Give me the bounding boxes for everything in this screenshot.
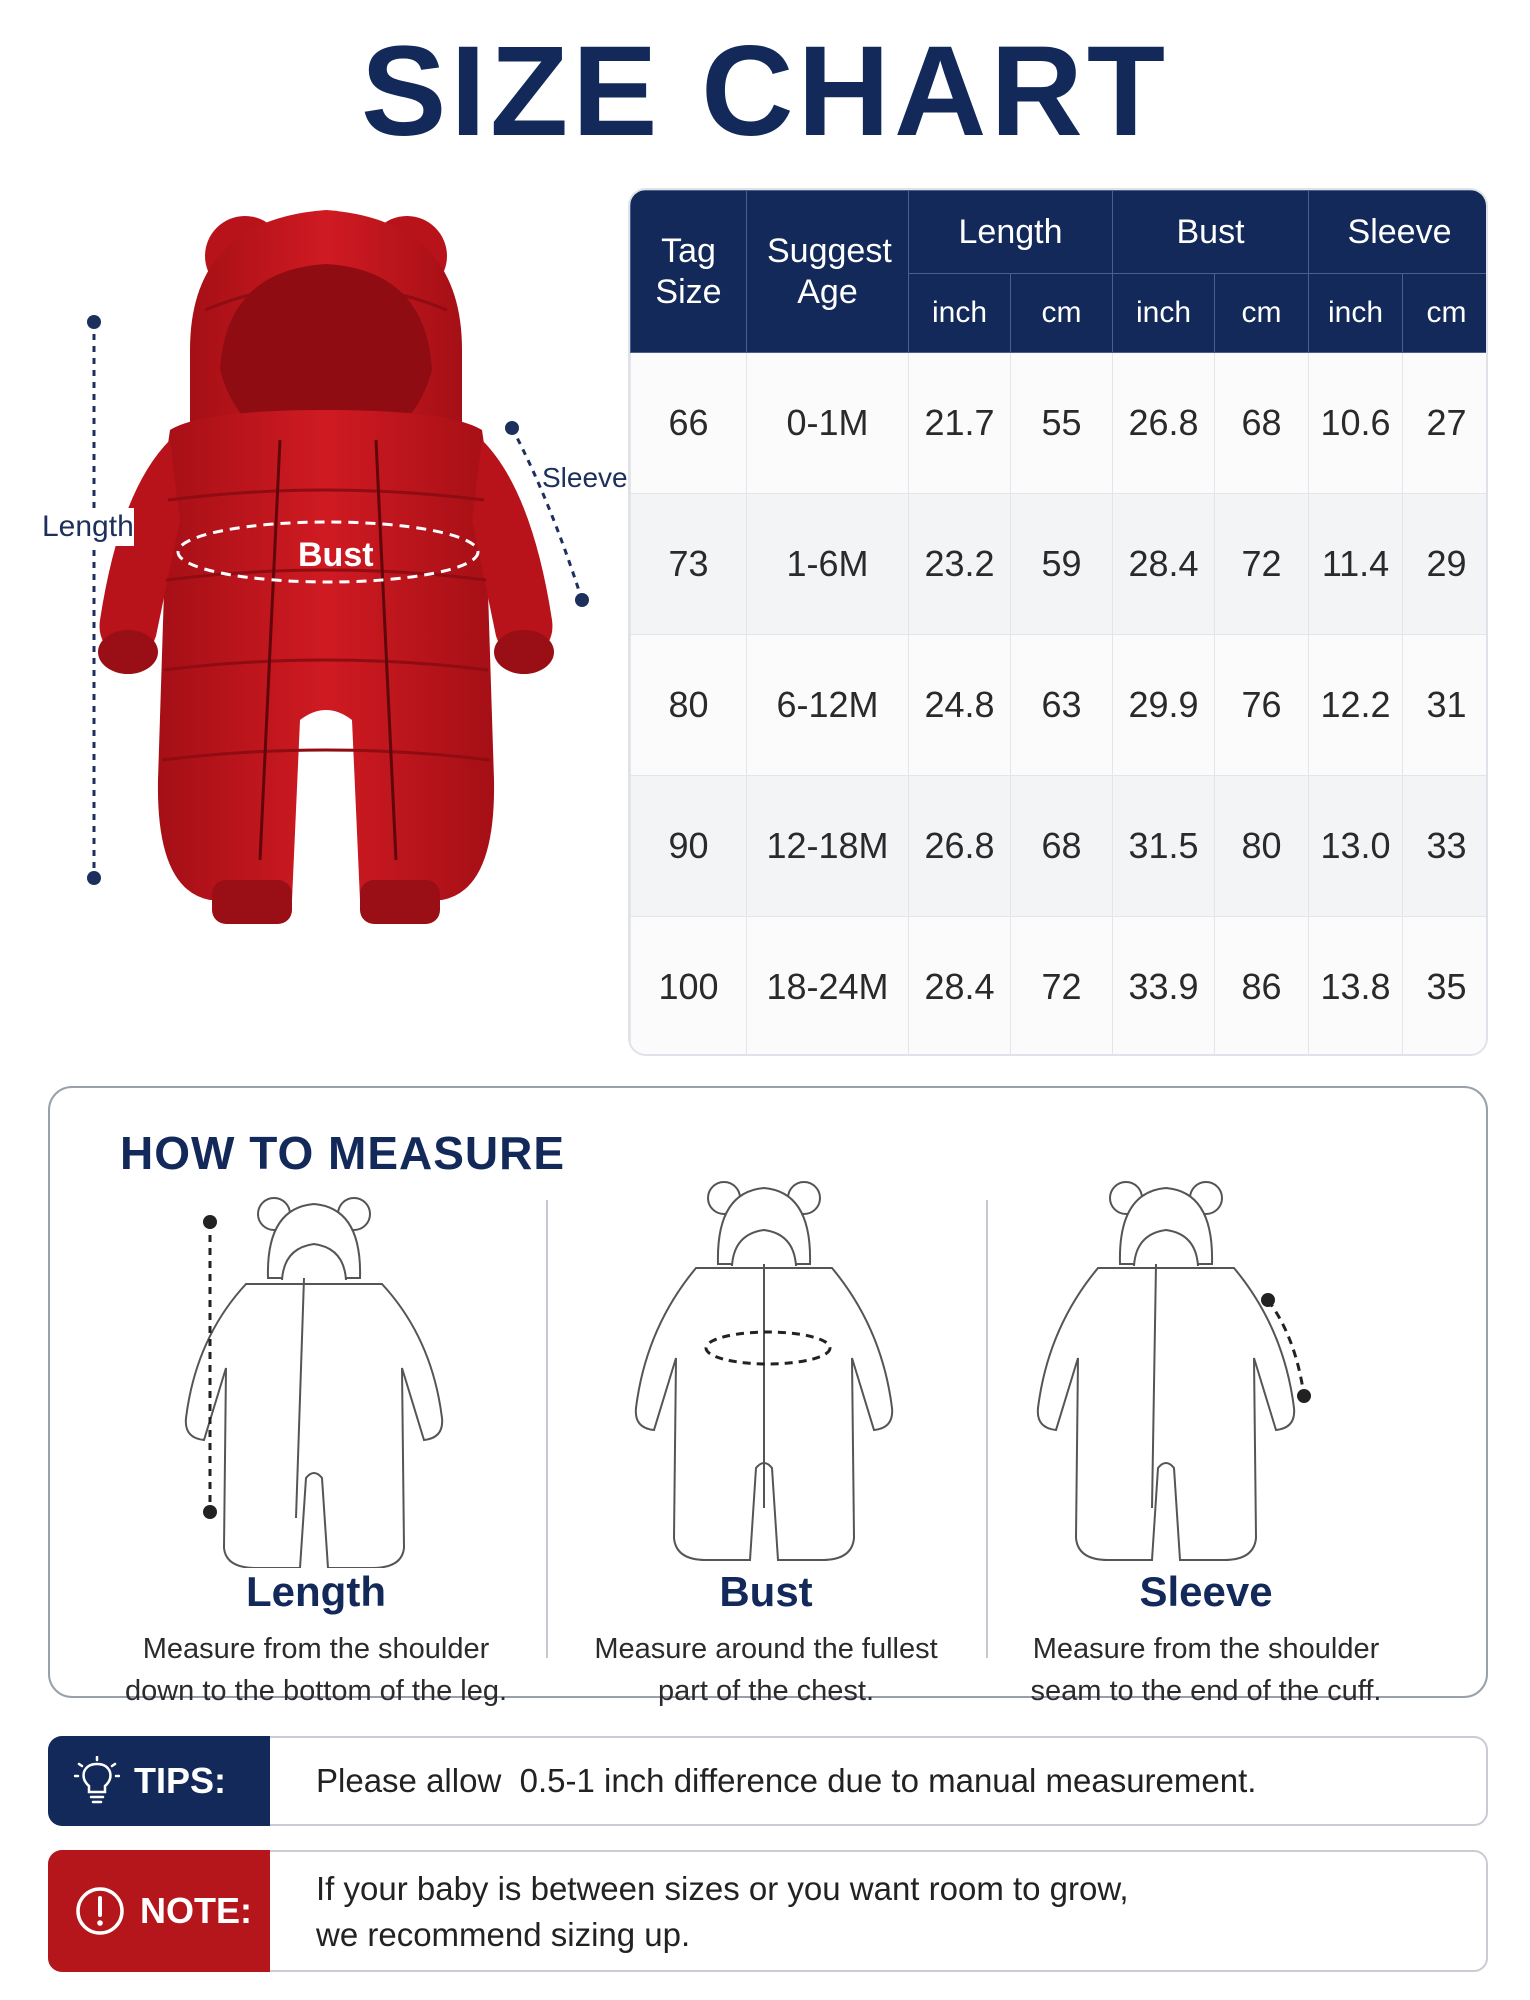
header-length: Length xyxy=(909,191,1113,274)
measure-sleeve xyxy=(986,1168,1426,1707)
jumpsuit-length-outline-icon xyxy=(96,1168,536,1568)
hero-illustration xyxy=(30,200,630,960)
cell-sleeve-inch: 10.6 xyxy=(1309,353,1403,494)
cell-sleeve-cm: 31 xyxy=(1403,635,1488,776)
cell-length-cm: 68 xyxy=(1011,776,1113,917)
header-tag-size: Tag Size xyxy=(631,191,747,353)
cell-sleeve-inch: 12.2 xyxy=(1309,635,1403,776)
header-bust: Bust xyxy=(1113,191,1309,274)
note-text-line1: If your baby is between sizes or you want room to grow, xyxy=(316,1870,1129,1907)
cell-length-inch: 21.7 xyxy=(909,353,1011,494)
note-text-line2: we recommend sizing up. xyxy=(316,1916,691,1953)
cell-tag-size: 73 xyxy=(631,494,747,635)
cell-length-cm: 55 xyxy=(1011,353,1113,494)
cell-length-inch: 23.2 xyxy=(909,494,1011,635)
note-tag xyxy=(48,1850,270,1972)
how-to-measure-section xyxy=(48,1086,1488,1707)
header-sleeve: Sleeve xyxy=(1309,191,1488,274)
table-row xyxy=(631,635,1489,776)
cell-length-cm: 72 xyxy=(1011,917,1113,1057)
cell-bust-inch: 26.8 xyxy=(1113,353,1215,494)
exclamation-circle-icon xyxy=(74,1885,126,1937)
cell-bust-cm: 72 xyxy=(1215,494,1309,635)
cell-age: 6-12M xyxy=(747,635,909,776)
cell-tag-size: 100 xyxy=(631,917,747,1057)
header-bust-cm: cm xyxy=(1215,274,1309,353)
header-bust-inch: inch xyxy=(1113,274,1215,353)
measure-bust-title: Bust xyxy=(719,1568,813,1615)
measure-length xyxy=(96,1168,536,1707)
size-table xyxy=(628,188,1488,1056)
tips-text: Please allow 0.5-1 inch difference due to manual measurement. xyxy=(316,1762,1257,1799)
table-row xyxy=(631,353,1489,494)
cell-bust-inch: 28.4 xyxy=(1113,494,1215,635)
header-suggest-age: Suggest Age xyxy=(747,191,909,353)
red-jumpsuit-image xyxy=(30,200,630,960)
jumpsuit-sleeve-outline-icon xyxy=(986,1168,1426,1568)
measure-bust-desc: Measure around the fullest part of the chest. xyxy=(594,1633,938,1707)
hero-bust-label: Bust xyxy=(298,536,374,574)
cell-age: 12-18M xyxy=(747,776,909,917)
measure-sleeve-title: Sleeve xyxy=(1139,1568,1273,1615)
cell-sleeve-inch: 13.0 xyxy=(1309,776,1403,917)
measure-length-title: Length xyxy=(246,1568,386,1615)
cell-sleeve-cm: 27 xyxy=(1403,353,1488,494)
note-label: NOTE: xyxy=(140,1890,252,1931)
cell-age: 0-1M xyxy=(747,353,909,494)
header-sleeve-cm: cm xyxy=(1403,274,1488,353)
cell-bust-inch: 31.5 xyxy=(1113,776,1215,917)
measure-sleeve-desc: Measure from the shoulder seam to the end of the cuff. xyxy=(1030,1633,1382,1707)
table-row xyxy=(631,917,1489,1057)
tips-banner xyxy=(48,1736,1488,1826)
jumpsuit-bust-outline-icon xyxy=(546,1168,986,1568)
header-length-inch: inch xyxy=(909,274,1011,353)
hero-length-label: Length xyxy=(42,508,134,546)
cell-age: 18-24M xyxy=(747,917,909,1057)
header-length-cm: cm xyxy=(1011,274,1113,353)
hero-sleeve-label: Sleeve xyxy=(542,462,628,493)
cell-bust-inch: 33.9 xyxy=(1113,917,1215,1057)
cell-sleeve-inch: 11.4 xyxy=(1309,494,1403,635)
cell-sleeve-cm: 29 xyxy=(1403,494,1488,635)
measure-length-desc: Measure from the shoulder down to the bottom of the leg. xyxy=(124,1633,508,1707)
tips-tag xyxy=(48,1736,270,1826)
tips-label: TIPS: xyxy=(134,1760,227,1801)
table-row xyxy=(631,494,1489,635)
page-title: SIZE CHART xyxy=(361,20,1169,163)
cell-length-inch: 28.4 xyxy=(909,917,1011,1057)
table-row xyxy=(631,776,1489,917)
lightbulb-icon xyxy=(74,1756,120,1806)
cell-sleeve-inch: 13.8 xyxy=(1309,917,1403,1057)
cell-bust-cm: 80 xyxy=(1215,776,1309,917)
cell-length-inch: 26.8 xyxy=(909,776,1011,917)
cell-length-cm: 63 xyxy=(1011,635,1113,776)
note-banner xyxy=(48,1850,1488,1972)
cell-bust-cm: 86 xyxy=(1215,917,1309,1057)
cell-tag-size: 80 xyxy=(631,635,747,776)
measure-bust xyxy=(546,1168,986,1707)
cell-bust-cm: 76 xyxy=(1215,635,1309,776)
cell-length-cm: 59 xyxy=(1011,494,1113,635)
cell-sleeve-cm: 35 xyxy=(1403,917,1488,1057)
cell-tag-size: 66 xyxy=(631,353,747,494)
cell-tag-size: 90 xyxy=(631,776,747,917)
cell-sleeve-cm: 33 xyxy=(1403,776,1488,917)
cell-age: 1-6M xyxy=(747,494,909,635)
how-to-measure-title: HOW TO MEASURE xyxy=(120,1127,566,1179)
cell-length-inch: 24.8 xyxy=(909,635,1011,776)
cell-bust-inch: 29.9 xyxy=(1113,635,1215,776)
header-sleeve-inch: inch xyxy=(1309,274,1403,353)
cell-bust-cm: 68 xyxy=(1215,353,1309,494)
